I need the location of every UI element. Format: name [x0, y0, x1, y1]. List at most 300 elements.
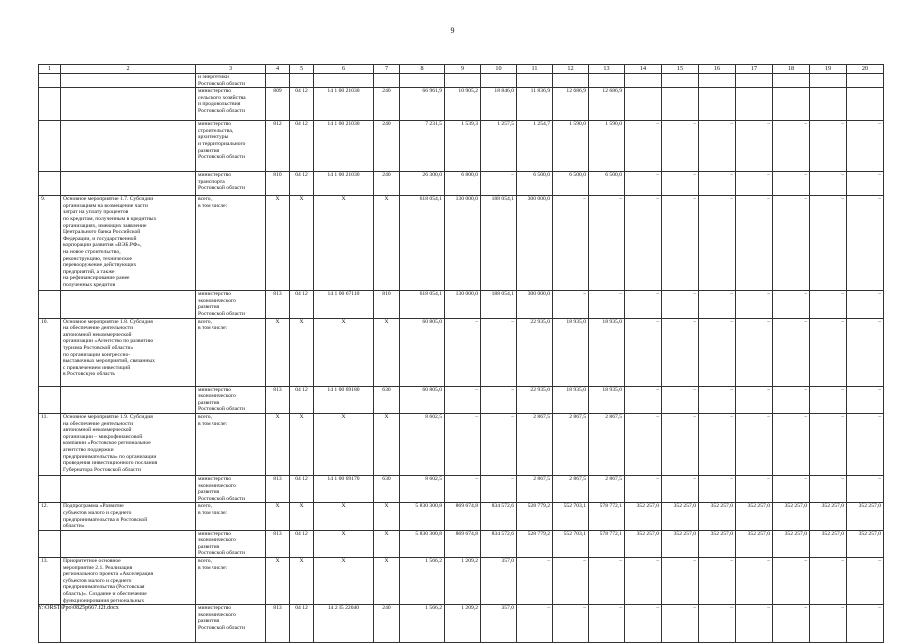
amount-cell	[773, 605, 810, 643]
amount-cell	[847, 291, 884, 318]
cell-text: –	[511, 413, 514, 420]
header-cell: 16	[699, 65, 736, 74]
cell-text: министерство строительства, архитектуры и территориального развития Ростовской области	[198, 121, 246, 161]
amount-cell	[847, 475, 884, 502]
cell-text: –	[656, 558, 659, 565]
cell-text: –	[619, 291, 622, 298]
cell-text: 6 500,0	[569, 172, 586, 179]
cell-text: 2 867,5	[533, 475, 550, 482]
amount-cell	[810, 318, 847, 386]
amount-cell	[400, 318, 445, 386]
amount-cell	[810, 121, 847, 172]
amount-cell	[625, 196, 662, 291]
cell-text: 04 12	[295, 605, 308, 612]
measure-name-cell	[61, 196, 196, 291]
measure-name-cell	[61, 88, 196, 121]
amount-cell	[553, 386, 589, 413]
amount-cell	[481, 503, 517, 530]
cell-text: 352 257,0	[747, 503, 770, 510]
header-cell: 11	[517, 65, 553, 74]
amount-cell	[400, 88, 445, 121]
cell-text: 14 1 00 69170	[327, 475, 360, 482]
amount-cell	[699, 291, 736, 318]
cell-text: 14 2 I5 22040	[327, 605, 360, 612]
code-cell	[374, 74, 400, 88]
budget-table	[38, 64, 884, 643]
table-row	[39, 605, 884, 643]
header-cell: 12	[553, 65, 589, 74]
cell-text: 813	[273, 530, 282, 537]
cell-text: –	[767, 318, 770, 325]
cell-text: X	[384, 413, 389, 420]
code-cell	[314, 503, 374, 530]
amount-cell	[699, 530, 736, 557]
cell-text: –	[767, 121, 770, 128]
cell-text: –	[841, 318, 844, 325]
amount-cell	[445, 558, 481, 605]
cell-text: 5 830 300,8	[415, 530, 442, 537]
amount-cell	[553, 196, 589, 291]
code-cell	[266, 121, 290, 172]
amount-cell	[517, 121, 553, 172]
amount-cell	[847, 413, 884, 475]
code-cell	[374, 172, 400, 196]
amount-cell	[736, 318, 773, 386]
cell-text: –	[841, 605, 844, 612]
code-cell	[290, 475, 314, 502]
table-row	[39, 558, 884, 605]
cell-text: 7 231,5	[425, 121, 442, 128]
cell-text: –	[841, 121, 844, 128]
cell-text: 578 772,1	[599, 503, 622, 510]
cell-text: 22 935,0	[530, 386, 550, 393]
cell-text: –	[767, 558, 770, 565]
row-number-cell	[39, 121, 61, 172]
table-row	[39, 291, 884, 318]
cell-text: –	[619, 558, 622, 565]
code-cell	[290, 605, 314, 643]
code-cell	[266, 196, 290, 291]
table-row	[39, 88, 884, 121]
amount-cell	[625, 291, 662, 318]
amount-cell	[400, 121, 445, 172]
cell-text: –	[693, 291, 696, 298]
header-cell: 18	[773, 65, 810, 74]
cell-text: X	[275, 413, 280, 420]
cell-text: –	[583, 558, 586, 565]
amount-cell	[847, 318, 884, 386]
cell-text: 2 867,5	[605, 475, 622, 482]
cell-text: 1 539,3	[461, 121, 478, 128]
amount-cell	[699, 121, 736, 172]
cell-text: –	[583, 196, 586, 203]
cell-text: 809	[273, 88, 282, 95]
amount-cell	[445, 530, 481, 557]
header-cell: 19	[810, 65, 847, 74]
cell-text: 130 000,0	[455, 291, 478, 298]
cell-text: 300 000,0	[527, 196, 550, 203]
cell-text: 352 257,0	[710, 530, 733, 537]
amount-cell	[589, 196, 625, 291]
cell-text: –	[656, 121, 659, 128]
cell-text: Основное мероприятие 1.7. Субсидии организациям на возмещение части затрат на уплату процентов по кредитам, полученным в кредитных организациях, имеющих заявление Центрального банка Российской Федерации, и государственной корпорации развития «ВЭБ.РФ», на новое строительство, реконструкцию, техническое перевооружение действующих предприятий, а также на рефинансирование ранее полученных кредитов	[63, 196, 157, 288]
measure-name-cell	[61, 475, 196, 502]
code-cell	[266, 172, 290, 196]
code-cell	[314, 558, 374, 605]
cell-text: –	[693, 605, 696, 612]
measure-name-cell	[61, 503, 196, 530]
code-cell	[374, 88, 400, 121]
amount-cell	[625, 74, 662, 88]
cell-text: –	[511, 475, 514, 482]
cell-text: –	[693, 386, 696, 393]
cell-text: –	[878, 413, 881, 420]
amount-cell	[589, 74, 625, 88]
cell-text: –	[730, 558, 733, 565]
header-cell: 20	[847, 65, 884, 74]
amount-cell	[553, 605, 589, 643]
cell-text: 352 257,0	[673, 530, 696, 537]
cell-text: –	[730, 605, 733, 612]
cell-text: 18 935,0	[566, 386, 586, 393]
cell-text: министерство экономического развития Ростовской области	[198, 386, 245, 413]
amount-cell	[400, 605, 445, 643]
amount-cell	[699, 475, 736, 502]
cell-text: –	[730, 386, 733, 393]
table-row	[39, 503, 884, 530]
row-number-cell	[39, 88, 61, 121]
cell-text: X	[384, 196, 389, 203]
amount-cell	[445, 74, 481, 88]
amount-cell	[662, 558, 699, 605]
cell-text: 1 566,2	[425, 605, 442, 612]
cell-text: –	[475, 386, 478, 393]
cell-text: Основное мероприятие 1.9. Субсидия на обеспечение деятельности автономной некоммерческой организации – микрофинансовой компании «Ростовское региональное агентство поддержки предпринимательства» по организации проведения инвестиционного послания Губернатора Ростовской области	[63, 413, 158, 473]
cell-text: –	[656, 291, 659, 298]
cell-text: X	[299, 196, 304, 203]
cell-text: –	[583, 291, 586, 298]
amount-cell	[736, 558, 773, 605]
cell-text: –	[878, 121, 881, 128]
cell-text: 04 12	[295, 530, 308, 537]
cell-text: 1 566,2	[425, 558, 442, 565]
amount-cell	[847, 121, 884, 172]
executor-cell	[196, 475, 266, 502]
amount-cell	[662, 74, 699, 88]
amount-cell	[445, 291, 481, 318]
cell-text: 18 846,0	[494, 88, 514, 95]
cell-text: 14 1 00 67110	[327, 291, 360, 298]
cell-text: 813	[273, 386, 282, 393]
cell-text: министерство экономического развития Ростовской области	[198, 530, 245, 557]
cell-text: –	[619, 196, 622, 203]
cell-text: –	[767, 291, 770, 298]
cell-text: и энергетики Ростовской области	[198, 74, 245, 87]
cell-text: –	[693, 413, 696, 420]
cell-text: 630	[382, 475, 391, 482]
measure-name-cell	[61, 413, 196, 475]
code-cell	[314, 318, 374, 386]
code-cell	[290, 121, 314, 172]
amount-cell	[589, 530, 625, 557]
cell-text: –	[730, 475, 733, 482]
amount-cell	[517, 386, 553, 413]
amount-cell	[553, 318, 589, 386]
cell-text: X	[384, 318, 389, 325]
amount-cell	[662, 172, 699, 196]
code-cell	[290, 196, 314, 291]
amount-cell	[773, 88, 810, 121]
amount-cell	[445, 503, 481, 530]
cell-text: 552 703,1	[563, 530, 586, 537]
header-cell: 14	[625, 65, 662, 74]
cell-text: 1 209,2	[461, 605, 478, 612]
cell-text: X	[299, 413, 304, 420]
header-cell: 2	[61, 65, 196, 74]
cell-text: всего, в том числе:	[198, 503, 228, 516]
cell-text: 13.	[41, 558, 48, 565]
code-cell	[266, 558, 290, 605]
code-cell	[314, 475, 374, 502]
cell-text: –	[511, 172, 514, 179]
amount-cell	[553, 503, 589, 530]
header-cell: 7	[374, 65, 400, 74]
cell-text: –	[767, 386, 770, 393]
cell-text: –	[804, 558, 807, 565]
cell-text: 18 935,0	[602, 318, 622, 325]
cell-text: 11 836,9	[530, 88, 550, 95]
amount-cell	[847, 196, 884, 291]
cell-text: X	[299, 318, 304, 325]
header-cell: 1	[39, 65, 61, 74]
executor-cell	[196, 503, 266, 530]
cell-text: 813	[273, 291, 282, 298]
row-number-cell	[39, 291, 61, 318]
code-cell	[266, 605, 290, 643]
code-cell	[290, 74, 314, 88]
amount-cell	[662, 605, 699, 643]
cell-text: –	[841, 475, 844, 482]
amount-cell	[517, 318, 553, 386]
amount-cell	[517, 475, 553, 502]
amount-cell	[553, 413, 589, 475]
amount-cell	[481, 605, 517, 643]
amount-cell	[400, 475, 445, 502]
cell-text: 2 867,5	[569, 475, 586, 482]
cell-text: –	[767, 475, 770, 482]
cell-text: 8 602,5	[425, 413, 442, 420]
cell-text: министерство экономического развития Ростовской области	[198, 291, 245, 317]
cell-text: –	[841, 172, 844, 179]
cell-text: 1 209,2	[461, 558, 478, 565]
amount-cell	[589, 386, 625, 413]
executor-cell	[196, 74, 266, 88]
cell-text: 188 054,1	[491, 196, 514, 203]
cell-text: –	[475, 413, 478, 420]
cell-text: –	[804, 121, 807, 128]
amount-cell	[699, 74, 736, 88]
amount-cell	[736, 172, 773, 196]
measure-name-cell	[61, 558, 196, 605]
cell-text: 240	[382, 88, 391, 95]
amount-cell	[517, 605, 553, 643]
amount-cell	[400, 530, 445, 557]
amount-cell	[847, 558, 884, 605]
table-row	[39, 530, 884, 557]
amount-cell	[400, 74, 445, 88]
code-cell	[314, 386, 374, 413]
cell-text: –	[730, 172, 733, 179]
cell-text: 813	[273, 475, 282, 482]
code-cell	[374, 291, 400, 318]
amount-cell	[553, 88, 589, 121]
amount-cell	[699, 413, 736, 475]
file-path-footer: Y:\ORST\Ppo\0825p667.f2f.docx	[38, 605, 119, 611]
cell-text: Приоритетное основное мероприятие 2.1. Реализация регионального проекта «Акселерация субъектов малого и среднего предпринимательства (Ростовская область)». Создание и обеспечение функционирования региональных	[63, 558, 154, 604]
cell-text: –	[804, 386, 807, 393]
cell-text: 352 257,0	[784, 503, 807, 510]
amount-cell	[445, 196, 481, 291]
measure-name-cell	[61, 291, 196, 318]
cell-text: –	[656, 196, 659, 203]
amount-cell	[400, 291, 445, 318]
cell-text: 834 572,6	[491, 530, 514, 537]
amount-cell	[481, 413, 517, 475]
cell-text: 812	[273, 121, 282, 128]
cell-text: 22 935,0	[530, 318, 550, 325]
code-cell	[374, 503, 400, 530]
cell-text: 810	[382, 291, 391, 298]
amount-cell	[625, 475, 662, 502]
cell-text: –	[475, 475, 478, 482]
amount-cell	[662, 413, 699, 475]
amount-cell	[400, 196, 445, 291]
amount-cell	[773, 121, 810, 172]
cell-text: –	[693, 558, 696, 565]
cell-text: всего, в том числе:	[198, 196, 228, 209]
table-row	[39, 318, 884, 386]
code-cell	[266, 413, 290, 475]
amount-cell	[699, 386, 736, 413]
cell-text: –	[730, 196, 733, 203]
cell-text: –	[878, 558, 881, 565]
cell-text: 14 1 00 21030	[327, 88, 360, 95]
header-cell: 13	[589, 65, 625, 74]
amount-cell	[553, 530, 589, 557]
amount-cell	[625, 605, 662, 643]
amount-cell	[847, 88, 884, 121]
table-row	[39, 386, 884, 413]
amount-cell	[445, 475, 481, 502]
cell-text: –	[841, 386, 844, 393]
amount-cell	[589, 413, 625, 475]
code-cell	[314, 121, 374, 172]
amount-cell	[481, 386, 517, 413]
amount-cell	[481, 558, 517, 605]
amount-cell	[847, 605, 884, 643]
amount-cell	[481, 291, 517, 318]
amount-cell	[662, 386, 699, 413]
executor-cell	[196, 605, 266, 643]
cell-text: 352 257,0	[710, 503, 733, 510]
amount-cell	[736, 196, 773, 291]
cell-text: –	[693, 475, 696, 482]
cell-text: 6 800,0	[461, 172, 478, 179]
amount-cell	[553, 475, 589, 502]
amount-cell	[400, 386, 445, 413]
amount-cell	[625, 413, 662, 475]
cell-text: –	[656, 413, 659, 420]
cell-text: 528 779,2	[527, 530, 550, 537]
code-cell	[374, 558, 400, 605]
table-row	[39, 172, 884, 196]
cell-text: X	[275, 558, 280, 565]
amount-cell	[847, 530, 884, 557]
table-row	[39, 121, 884, 172]
cell-text: 12.	[41, 503, 48, 510]
cell-text: 813	[273, 605, 282, 612]
cell-text: 6 500,0	[605, 172, 622, 179]
cell-text: 26 300,0	[422, 172, 442, 179]
amount-cell	[625, 172, 662, 196]
amount-cell	[625, 121, 662, 172]
cell-text: всего, в том числе:	[198, 413, 228, 427]
amount-cell	[481, 74, 517, 88]
cell-text: Подпрограмма «Развитие субъектов малого и среднего предпринимательства в Ростовской области»	[63, 503, 148, 530]
cell-text: –	[878, 196, 881, 203]
cell-text: 1 254,7	[533, 121, 550, 128]
cell-text: –	[841, 291, 844, 298]
amount-cell	[773, 172, 810, 196]
cell-text: 2 867,5	[569, 413, 586, 420]
amount-cell	[517, 291, 553, 318]
amount-cell	[736, 88, 773, 121]
cell-text: X	[384, 558, 389, 565]
amount-cell	[481, 172, 517, 196]
amount-cell	[847, 386, 884, 413]
cell-text: 18 935,0	[566, 318, 586, 325]
executor-cell	[196, 386, 266, 413]
cell-text: X	[275, 503, 280, 510]
row-number-cell	[39, 558, 61, 605]
cell-text: –	[767, 172, 770, 179]
amount-cell	[699, 558, 736, 605]
cell-text: 352 257,0	[821, 530, 844, 537]
amount-cell	[773, 74, 810, 88]
amount-cell	[553, 291, 589, 318]
amount-cell	[481, 318, 517, 386]
code-cell	[290, 172, 314, 196]
code-cell	[374, 475, 400, 502]
code-cell	[266, 291, 290, 318]
amount-cell	[810, 475, 847, 502]
code-cell	[266, 503, 290, 530]
amount-cell	[481, 121, 517, 172]
amount-cell	[517, 172, 553, 196]
code-cell	[314, 291, 374, 318]
cell-text: –	[619, 605, 622, 612]
cell-text: 66 961,9	[422, 88, 442, 95]
executor-cell	[196, 530, 266, 557]
amount-cell	[773, 291, 810, 318]
amount-cell	[400, 558, 445, 605]
cell-text: 300 000,0	[527, 291, 550, 298]
cell-text: –	[547, 558, 550, 565]
cell-text: –	[656, 475, 659, 482]
cell-text: министерство экономического развития Ростовской области	[198, 605, 245, 631]
cell-text: 352 257,0	[673, 503, 696, 510]
cell-text: –	[804, 318, 807, 325]
